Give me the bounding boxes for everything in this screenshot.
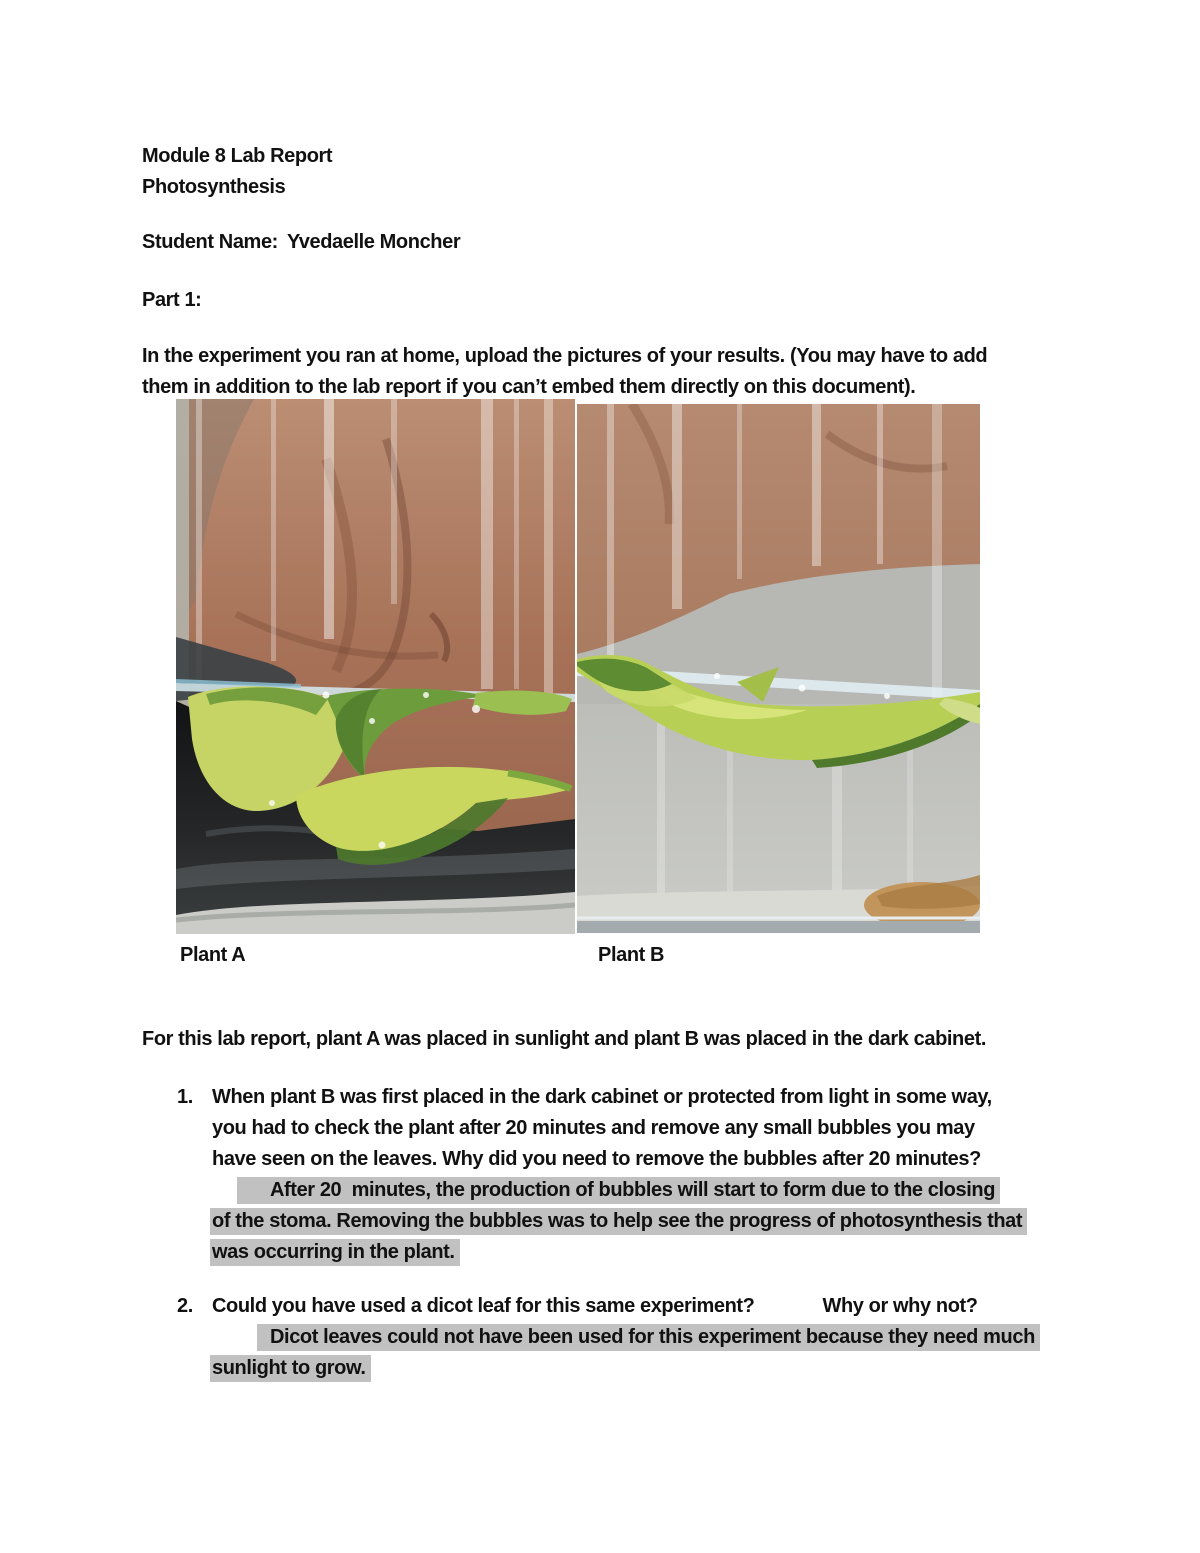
question-1-line: When plant B was first placed in the dark cabinet or protected from light in some way, xyxy=(212,1086,992,1108)
document-subtitle: Photosynthesis xyxy=(142,176,286,198)
student-name-label: Student Name: xyxy=(142,231,278,253)
part-heading: Part 1: xyxy=(142,289,202,311)
figure-label-plant-b: Plant B xyxy=(598,944,665,966)
document-title: Module 8 Lab Report xyxy=(142,145,333,167)
question-1-answer-highlight: of the stoma. Removing the bubbles was to help see the progress of photosynthesis that xyxy=(210,1208,1027,1235)
intro-paragraph-line: them in addition to the lab report if you can’t embed them directly on this document). xyxy=(142,376,916,398)
question-2-answer-line xyxy=(212,1353,371,1384)
question-2-number: 2. xyxy=(177,1295,193,1317)
question-2-answer-line xyxy=(259,1322,1040,1353)
figure-label-plant-a: Plant A xyxy=(180,944,246,966)
transition-paragraph: For this lab report, plant A was placed in sunlight and plant B was placed in the dark cabinet. xyxy=(142,1028,986,1050)
question-2-answer-highlight: Dicot leaves could not have been used for this experiment because they need much xyxy=(257,1324,1040,1351)
plant-b-photo-illustration xyxy=(577,404,980,933)
intro-paragraph-line: In the experiment you ran at home, upload the pictures of your results. (You may have to add xyxy=(142,345,988,367)
plant-b-photo xyxy=(577,404,980,933)
question-1-line: you had to check the plant after 20 minutes and remove any small bubbles you may xyxy=(212,1117,975,1139)
question-1-answer-line xyxy=(239,1175,1000,1206)
student-name-line xyxy=(142,227,460,258)
plant-a-photo xyxy=(176,399,575,934)
plant-a-photo-illustration xyxy=(176,399,575,934)
question-2-prompt-suffix: Why or why not? xyxy=(822,1295,978,1317)
question-1-line: have seen on the leaves. Why did you need to remove the bubbles after 20 minutes? xyxy=(212,1148,981,1170)
question-1-answer-line xyxy=(212,1237,460,1268)
question-1-answer-highlight: After 20 minutes, the production of bubbles will start to form due to the closing xyxy=(237,1177,1000,1204)
question-2-line xyxy=(212,1291,978,1322)
question-2-prompt: Could you have used a dicot leaf for this same experiment? xyxy=(212,1295,755,1317)
question-1-answer-highlight: was occurring in the plant. xyxy=(210,1239,460,1266)
question-1-answer-line xyxy=(212,1206,1027,1237)
question-1-number: 1. xyxy=(177,1086,193,1108)
question-2-answer-highlight: sunlight to grow. xyxy=(210,1355,371,1382)
student-name-value: Yvedaelle Moncher xyxy=(286,231,461,253)
